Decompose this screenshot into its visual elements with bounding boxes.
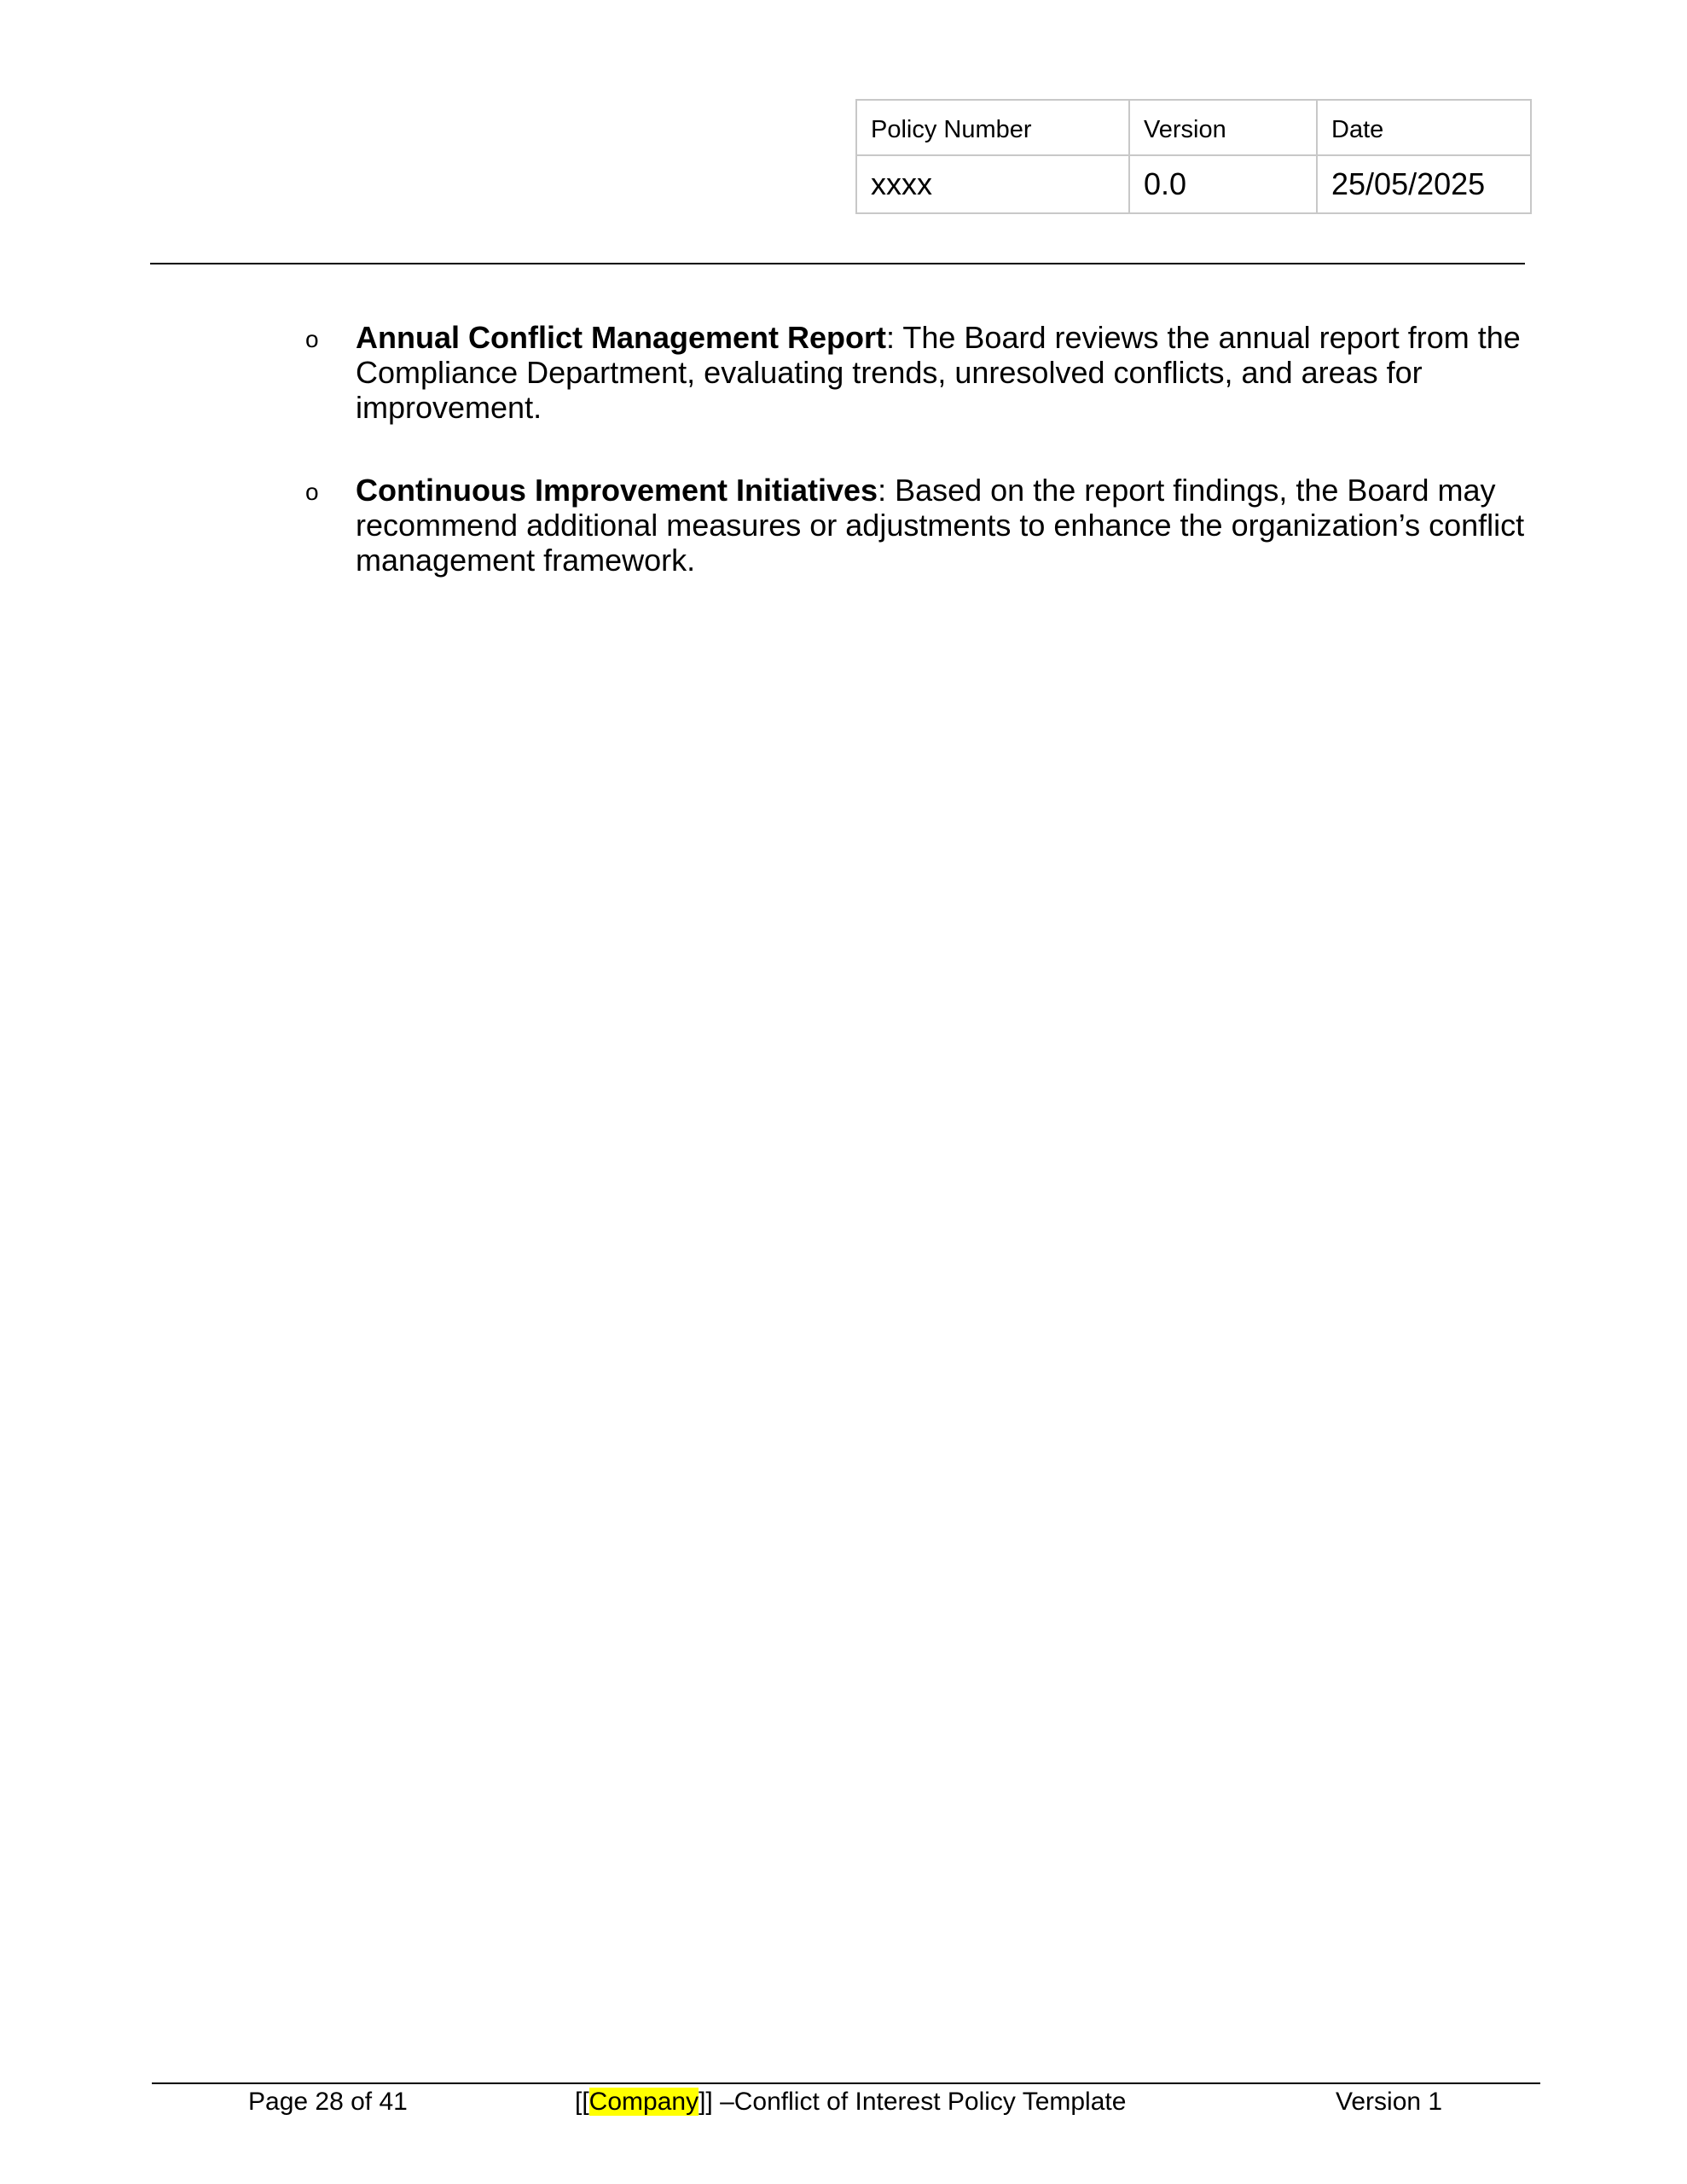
- bullet-text: : The Board reviews the annual report from the Compliance Department, evaluating trends, unresolved conflicts, and areas for improvement.: [356, 320, 1521, 425]
- version-label: Version 1: [1336, 2088, 1443, 2116]
- title-prefix: [[: [575, 2088, 589, 2116]
- page-number: Page 28 of 41: [248, 2088, 408, 2116]
- header-divider: [150, 263, 1525, 264]
- footer-divider: [152, 2082, 1540, 2084]
- bullet-list: [305, 320, 1525, 625]
- meta-table-header-row: [856, 100, 1531, 155]
- title-suffix: ]] –Conflict of Interest Policy Template: [699, 2088, 1127, 2116]
- policy-number-value: xxxx: [856, 155, 1129, 213]
- document-title: [575, 2086, 1126, 2118]
- bullet-term: Annual Conflict Management Report: [356, 320, 887, 355]
- bullet-text: : Based on the report findings, the Board may recommend additional measures or adjustments to enhance the organization’s conflict management framework.: [356, 473, 1525, 578]
- version-header: Version: [1129, 100, 1317, 155]
- policy-meta-table: [855, 99, 1532, 214]
- list-item: [305, 320, 1525, 425]
- version-value: 0.0: [1129, 155, 1317, 213]
- policy-number-header: Policy Number: [856, 100, 1129, 155]
- bullet-term: Continuous Improvement Initiatives: [356, 473, 878, 508]
- bullet-marker: o: [305, 326, 319, 352]
- company-placeholder: Company: [588, 2088, 699, 2116]
- date-header: Date: [1317, 100, 1531, 155]
- date-value: 25/05/2025: [1317, 155, 1531, 213]
- bullet-marker: o: [305, 479, 319, 505]
- list-item: [305, 473, 1525, 578]
- meta-table-value-row: [856, 155, 1531, 213]
